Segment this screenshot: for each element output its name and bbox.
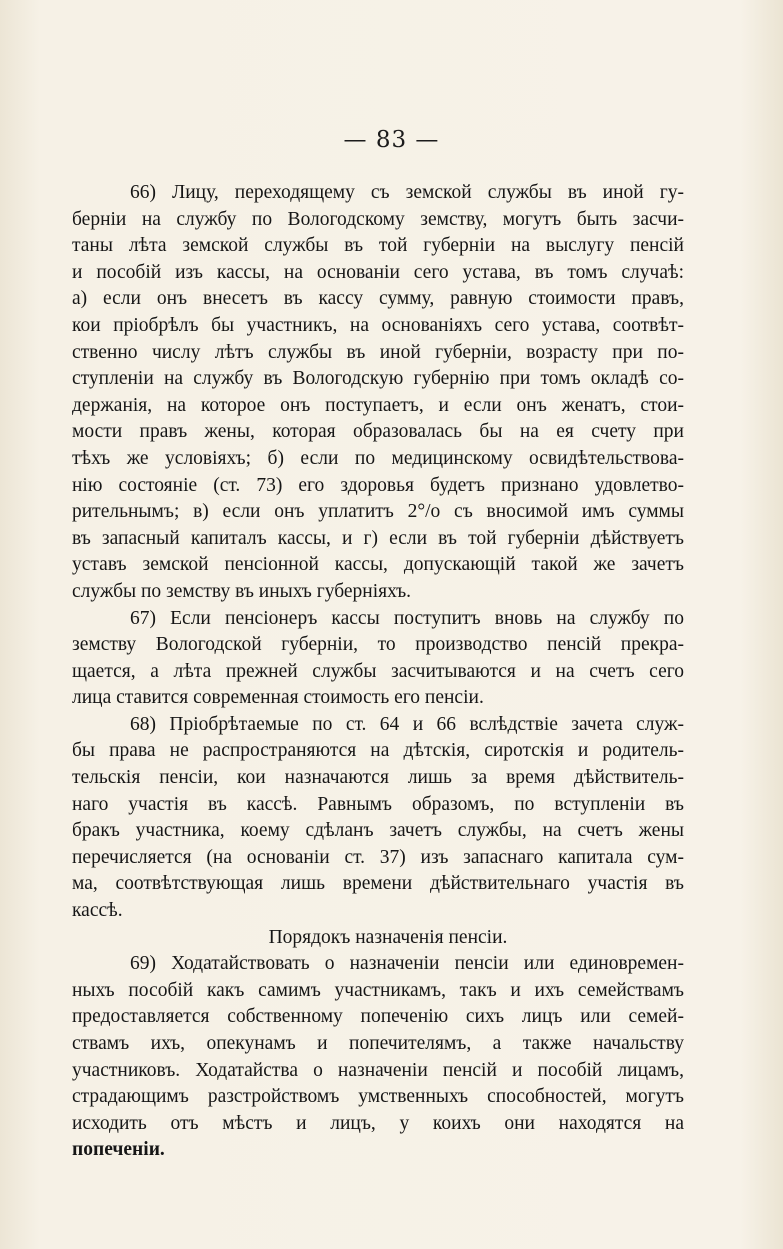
text-line: рительнымъ; в) если онъ уплатитъ 2°/о съ вносимой имъ суммы [72, 501, 684, 523]
text-line: ственно числу лѣтъ службы въ иной губерніи, возрасту при по- [72, 341, 684, 363]
text-line: 66) Лицу, переходящему съ земской службы въ иной гу- [130, 182, 684, 203]
text-line: попеченіи. [72, 1139, 165, 1161]
text-line: мости правъ жены, которая образовалась бы на ея счету при [72, 421, 684, 443]
text-line: земству Вологодской губерніи, то производство пенсій прекра- [72, 634, 684, 656]
text-line: 69) Ходатайствовать о назначеніи пенсіи или единовремен- [130, 953, 684, 975]
text-line: а) если онъ внесетъ въ кассу сумму, равную стоимости правъ, [72, 288, 684, 310]
text-line: ма, соотвѣтствующая лишь времени дѣйствительнаго участія въ [72, 873, 684, 895]
text-line: берніи на службу по Вологодскому земству, могутъ быть засчи- [72, 208, 684, 230]
text-line: въ запасный капиталъ кассы, и г) если въ той губерніи дѣйствуетъ [72, 527, 684, 549]
text-line: уставъ земской пенсіонной кассы, допускающій такой же зачетъ [72, 554, 684, 576]
paragraph-69 [72, 951, 684, 1164]
text-line: бы права не распространяются на дѣтскія, сиротскія и родитель- [72, 740, 684, 762]
paragraph-66 [72, 180, 684, 606]
text-line: перечисляется (на основаніи ст. 37) изъ запаснаго капитала сум- [72, 846, 684, 868]
paragraph-68 [72, 712, 684, 925]
text-line: ныхъ пособій какъ самимъ участникамъ, такъ и ихъ семействамъ [72, 979, 684, 1001]
text-line: службы по земству въ иныхъ губерніяхъ. [72, 580, 412, 602]
text-line: исходить отъ мѣстъ и лицъ, у коихъ они находятся на [72, 1112, 684, 1134]
text-line: щается, а лѣта прежней службы засчитываются и на счетъ сего [72, 660, 684, 682]
text-line: таны лѣта земской службы въ той губерніи на выслугу пенсій [72, 235, 684, 257]
body-text [72, 180, 684, 1164]
text-line: и пособій изъ кассы, на основаніи сего устава, въ томъ случаѣ: [72, 261, 684, 283]
text-line: предоставляется собственному попеченію сихъ лицъ или семей- [72, 1006, 684, 1028]
text-line: участниковъ. Ходатайства о назначеніи пенсій и пособій лицамъ, [72, 1059, 684, 1081]
text-line: тѣхъ же условіяхъ; б) если по медицинскому освидѣтельствова- [72, 447, 684, 469]
text-line: 67) Если пенсіонеръ кассы поступитъ вновь на службу по [130, 607, 684, 629]
section-heading: Порядокъ назначенія пенсіи. [268, 926, 508, 948]
text-line: держанія, на которое онъ поступаетъ, и если онъ женатъ, стои- [72, 394, 684, 416]
text-line: кассѣ. [72, 900, 123, 922]
text-line: 68) Пріобрѣтаемые по ст. 64 и 66 вслѣдствіе зачета служ- [130, 713, 684, 735]
paragraph-67 [72, 606, 684, 712]
text-line: бракъ участника, коему сдѣланъ зачетъ службы, на счетъ жены [72, 820, 684, 842]
text-line: ствамъ ихъ, опекунамъ и попечителямъ, а также начальству [72, 1033, 684, 1054]
text-line: тельскія пенсіи, кои назначаются лишь за время дѣйствитель- [72, 767, 684, 789]
text-line: нію состояніе (ст. 73) его здоровья будетъ признано удовлетво- [72, 474, 684, 496]
page-number: — 83 — [343, 127, 440, 153]
text-line: кои пріобрѣлъ бы участникъ, на основаніяхъ сего устава, соотвѣт- [72, 314, 684, 336]
text-line: ступленіи на службу въ Вологодскую губернію при томъ окладѣ со- [72, 368, 684, 390]
text-line: наго участія въ кассѣ. Равнымъ образомъ, по вступленіи въ [72, 793, 684, 815]
text-line: лица ставится современная стоимость его пенсіи. [72, 687, 484, 709]
text-line: страдающимъ разстройствомъ умственныхъ способностей, могутъ [72, 1086, 684, 1108]
